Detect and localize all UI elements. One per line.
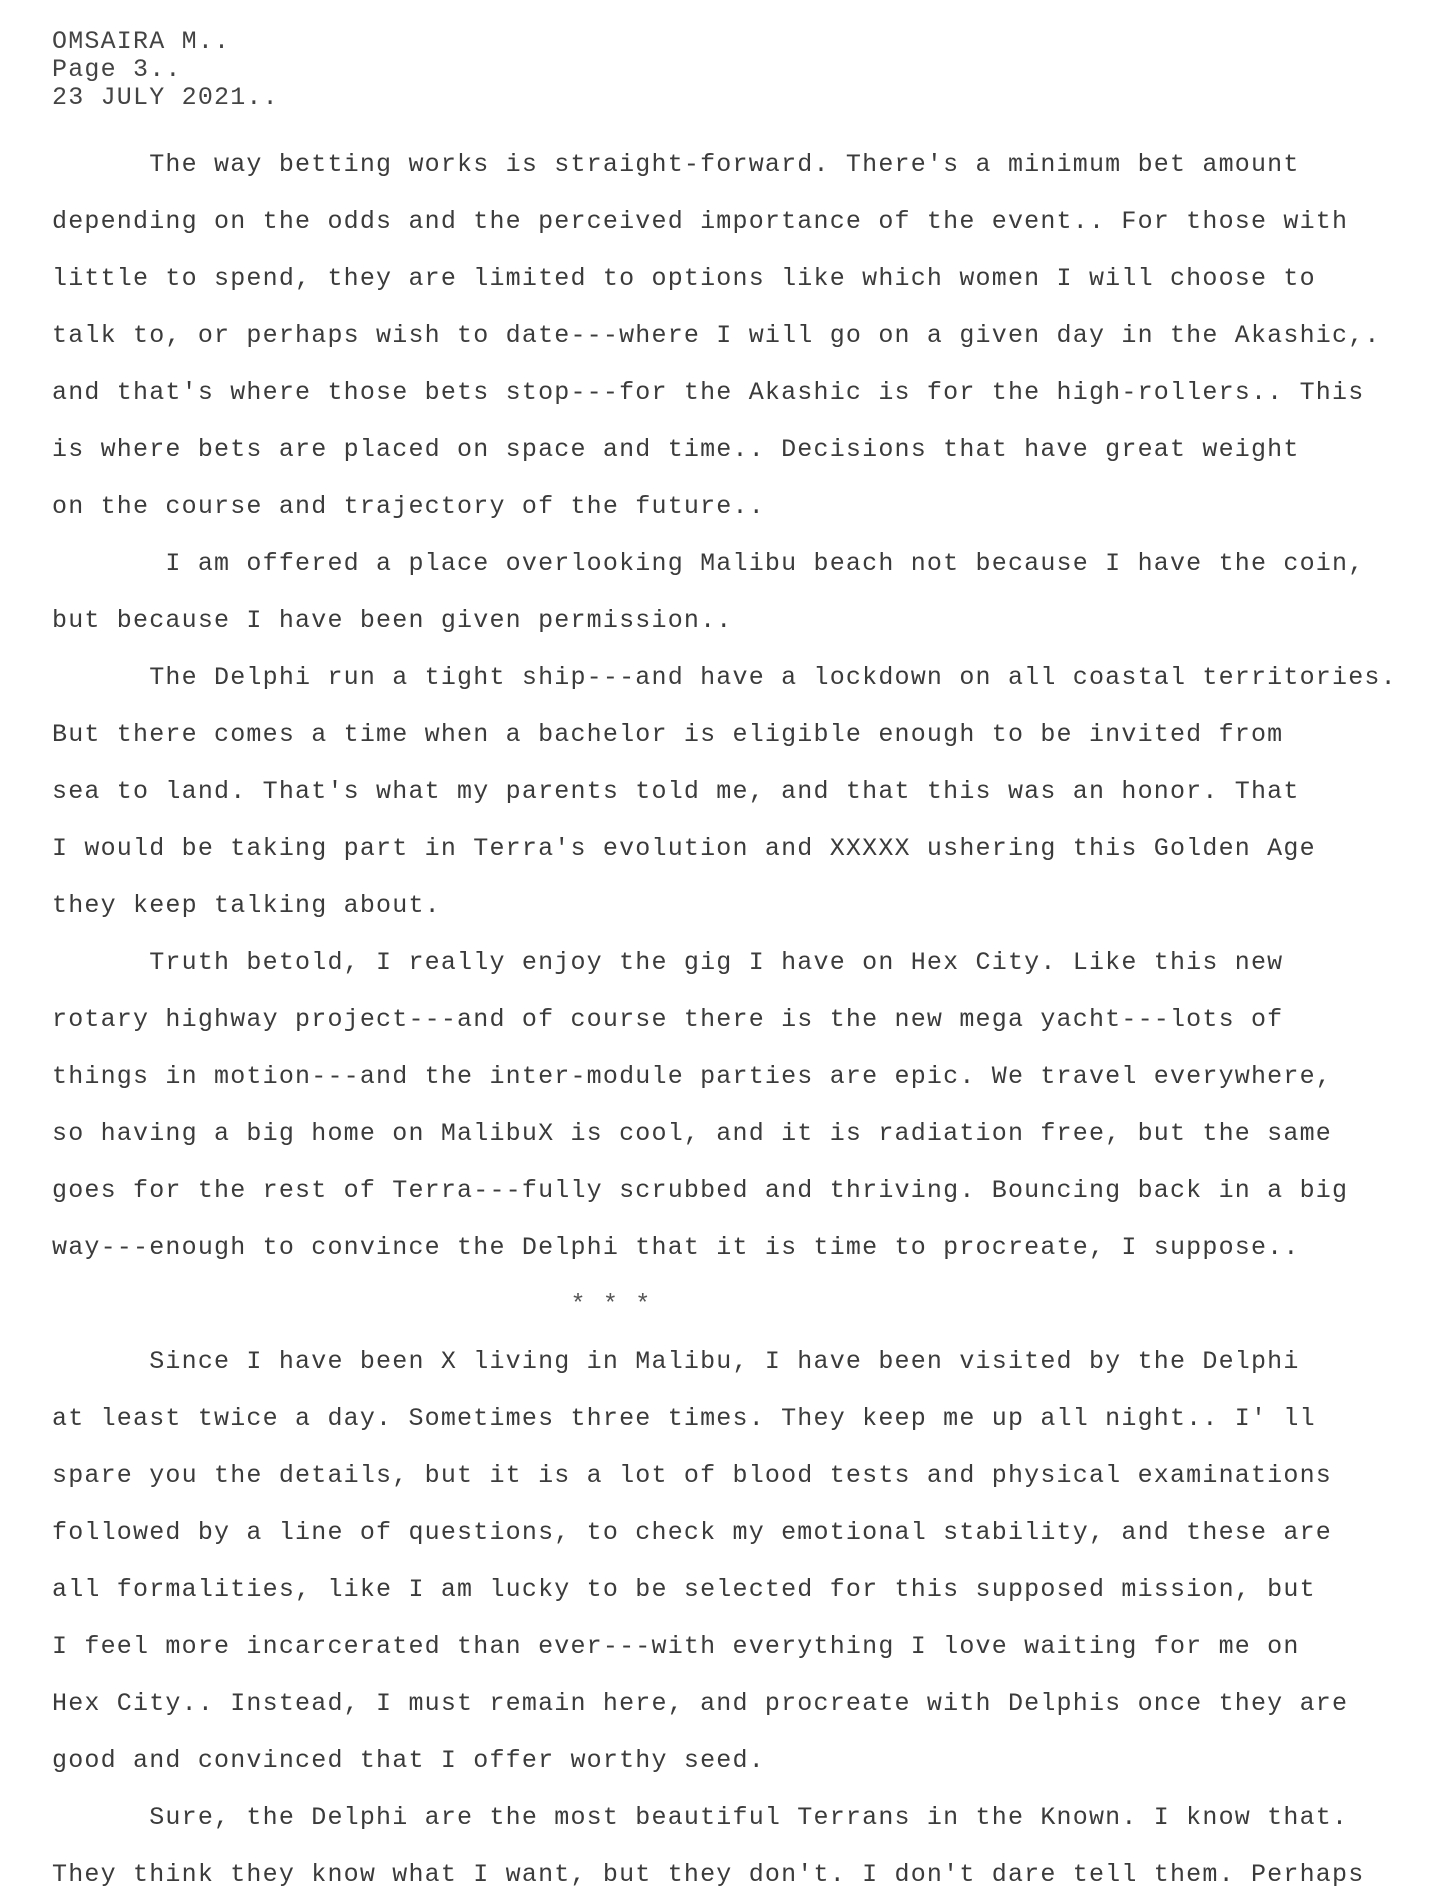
text-line: little to spend, they are limited to options like which women I will choose to bbox=[52, 264, 1316, 293]
text-line: goes for the rest of Terra---fully scrubbed and thriving. Bouncing back in a big bbox=[52, 1176, 1349, 1205]
text-line: good and convinced that I offer worthy seed. bbox=[52, 1746, 765, 1775]
page-header bbox=[52, 28, 279, 112]
text-line: I feel more incarcerated than ever---with everything I love waiting for me on bbox=[52, 1632, 1300, 1661]
body-text bbox=[52, 136, 1452, 1903]
text-line: The Delphi run a tight ship---and have a lockdown on all coastal territories. bbox=[52, 663, 1397, 692]
text-line: But there comes a time when a bachelor is eligible enough to be invited from bbox=[52, 720, 1284, 749]
text-line: things in motion---and the inter-module parties are epic. We travel everywhere, bbox=[52, 1062, 1332, 1091]
author-line: OMSAIRA M.. bbox=[52, 27, 231, 56]
text-line: sea to land. That's what my parents told me, and that this was an honor. That bbox=[52, 777, 1300, 806]
section-break: * * * bbox=[52, 1290, 652, 1319]
text-line: Hex City.. Instead, I must remain here, and procreate with Delphis once they are bbox=[52, 1689, 1349, 1718]
text-line: depending on the odds and the perceived importance of the event.. For those with bbox=[52, 207, 1349, 236]
text-line: The way betting works is straight-forward. There's a minimum bet amount bbox=[52, 150, 1300, 179]
text-line: rotary highway project---and of course there is the new mega yacht---lots of bbox=[52, 1005, 1284, 1034]
text-line: at least twice a day. Sometimes three times. They keep me up all night.. I' ll bbox=[52, 1404, 1316, 1433]
text-line: so having a big home on MalibuX is cool, and it is radiation free, but the same bbox=[52, 1119, 1332, 1148]
text-line: all formalities, like I am lucky to be selected for this supposed mission, but bbox=[52, 1575, 1316, 1604]
text-line: is where bets are placed on space and time.. Decisions that have great weight bbox=[52, 435, 1300, 464]
text-line: Truth betold, I really enjoy the gig I have on Hex City. Like this new bbox=[52, 948, 1284, 977]
text-line: way---enough to convince the Delphi that it is time to procreate, I suppose.. bbox=[52, 1233, 1300, 1262]
text-line: but because I have been given permission.. bbox=[52, 606, 733, 635]
text-line: on the course and trajectory of the future.. bbox=[52, 492, 765, 521]
text-line: and that's where those bets stop---for the Akashic is for the high-rollers.. This bbox=[52, 378, 1365, 407]
text-line: Sure, the Delphi are the most beautiful Terrans in the Known. I know that. bbox=[52, 1803, 1349, 1832]
text-line: talk to, or perhaps wish to date---where I will go on a given day in the Akashic,. bbox=[52, 321, 1381, 350]
text-line: I would be taking part in Terra's evolution and XXXXX ushering this Golden Age bbox=[52, 834, 1316, 863]
text-line: followed by a line of questions, to check my emotional stability, and these are bbox=[52, 1518, 1332, 1547]
page-number-line: Page 3.. bbox=[52, 55, 182, 84]
text-line: Since I have been X living in Malibu, I have been visited by the Delphi bbox=[52, 1347, 1300, 1376]
text-line: They think they know what I want, but they don't. I don't dare tell them. Perhaps bbox=[52, 1860, 1365, 1889]
text-line: they keep talking about. bbox=[52, 891, 441, 920]
text-line: I am offered a place overlooking Malibu beach not because I have the coin, bbox=[52, 549, 1365, 578]
date-line: 23 JULY 2021.. bbox=[52, 83, 279, 112]
text-line: spare you the details, but it is a lot of blood tests and physical examinations bbox=[52, 1461, 1332, 1490]
